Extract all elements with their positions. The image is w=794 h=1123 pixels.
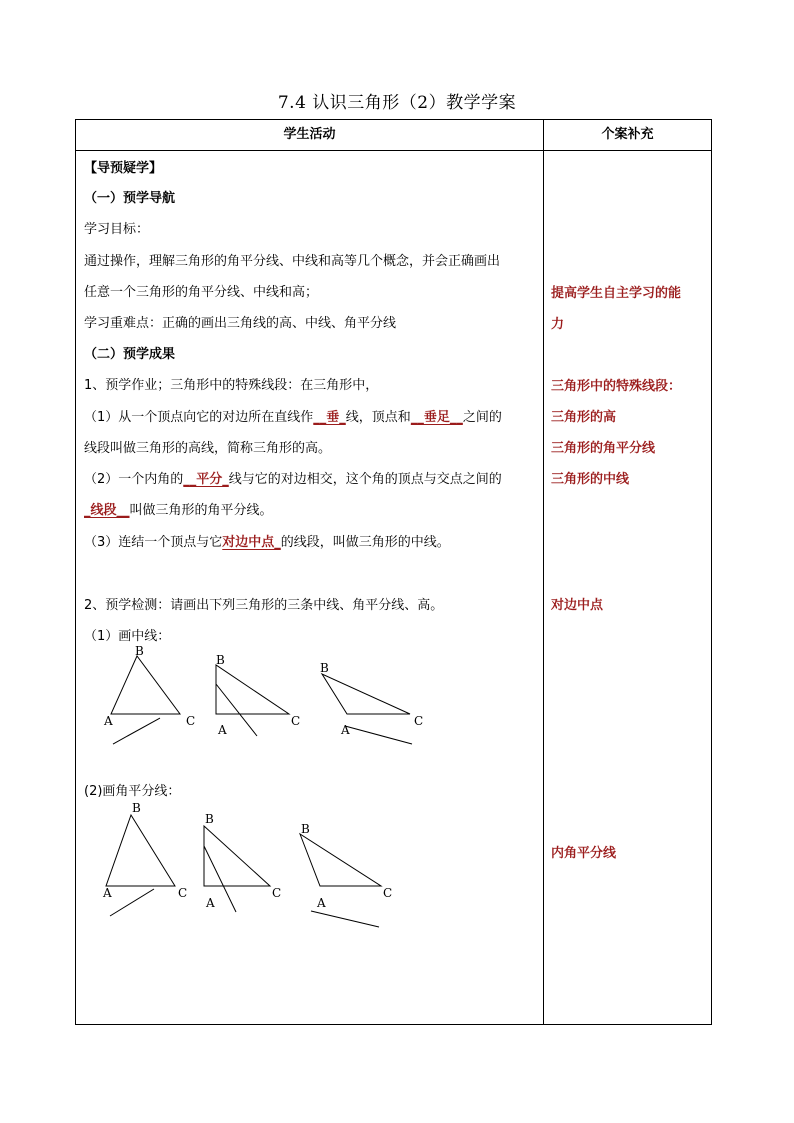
triangle-bisector-1	[106, 815, 175, 916]
item-1-text-a: （1）从一个顶点向它的对边所在直线作	[84, 410, 314, 425]
item-3-text-a: （3）连结一个顶点与它	[84, 535, 223, 550]
triangle-median-3	[322, 674, 412, 744]
subsection-guide: （一）预学导航	[84, 191, 176, 206]
item-1-text-c: 之间的	[462, 410, 502, 425]
label-c-2: C	[291, 714, 301, 728]
answer-midpoint: 对边中点_	[222, 535, 281, 550]
item-1-text-b: 线，顶点和	[345, 410, 411, 425]
answer-segment: _线段__	[84, 503, 130, 518]
label-a-6: A	[317, 896, 326, 910]
label-c-4: C	[178, 886, 188, 900]
answer-perpendicular: __垂_	[313, 410, 346, 425]
item-2-text-b: 线与它的对边相交，这个角的顶点与交点之间的	[228, 472, 502, 487]
note-altitude: 三角形的高	[551, 410, 617, 425]
label-a-4: A	[103, 886, 112, 900]
label-a-2: A	[218, 723, 227, 737]
draw-bisector-label: (2)画角平分线：	[84, 784, 181, 799]
label-b-6: B	[301, 822, 310, 836]
subsection-results: （二）预学成果	[84, 347, 176, 362]
label-a-3: A	[341, 723, 350, 737]
note-angle-bisector: 三角形的角平分线	[551, 441, 656, 456]
draw-median-label: （1）画中线：	[84, 629, 171, 644]
item-1-line-2: 线段叫做三角形的高线，简称三角形的高。	[84, 441, 332, 456]
label-c-6: C	[383, 886, 393, 900]
label-b-5: B	[205, 812, 214, 826]
label-b-3: B	[320, 661, 329, 675]
triangle-median-1	[111, 656, 180, 744]
goal-line-1: 通过操作，理解三角形的角平分线、中线和高等几个概念，并会正确画出	[84, 254, 501, 269]
label-a-5: A	[206, 896, 215, 910]
triangle-bisector-3	[300, 834, 381, 927]
note-opposite-midpoint: 对边中点	[551, 598, 604, 613]
answer-foot: __垂足__	[410, 410, 463, 425]
note-special-segments: 三角形中的特殊线段：	[551, 379, 682, 394]
item-2-text-c: 叫做三角形的角平分线。	[129, 503, 273, 518]
item-2-text-a: （2）一个内角的	[84, 472, 184, 487]
check-intro: 2、预学检测：请画出下列三角形的三条中线、角平分线、高。	[84, 598, 444, 613]
page-title: 7.4 认识三角形（2）教学学案	[277, 93, 517, 113]
goal-label: 学习目标：	[84, 222, 150, 237]
label-c-1: C	[186, 714, 196, 728]
answer-bisect: __平分_	[183, 472, 229, 487]
note-interior-bisector: 内角平分线	[551, 846, 617, 861]
label-c-5: C	[272, 886, 282, 900]
note-self-study-1: 提高学生自主学习的能	[551, 286, 682, 301]
label-b-4: B	[132, 801, 141, 815]
section-title: 【导预疑学】	[84, 161, 163, 176]
note-self-study-2: 力	[551, 317, 565, 332]
note-median: 三角形的中线	[551, 472, 630, 487]
label-b-1: B	[135, 644, 144, 658]
header-student-activity: 学生活动	[283, 127, 336, 142]
triangle-median-2	[216, 665, 289, 736]
item-3-text-b: 的线段，叫做三角形的中线。	[280, 535, 450, 550]
label-b-2: B	[216, 653, 225, 667]
homework-intro: 1、预学作业；三角形中的特殊线段：在三角形中，	[84, 378, 379, 393]
label-a-1: A	[104, 714, 113, 728]
goal-line-2: 任意一个三角形的角平分线、中线和高；	[84, 285, 319, 300]
header-case-supplement: 个案补充	[601, 127, 654, 142]
key-points: 学习重难点：正确的画出三角线的高、中线、角平分线	[84, 316, 397, 331]
label-c-3: C	[414, 714, 424, 728]
